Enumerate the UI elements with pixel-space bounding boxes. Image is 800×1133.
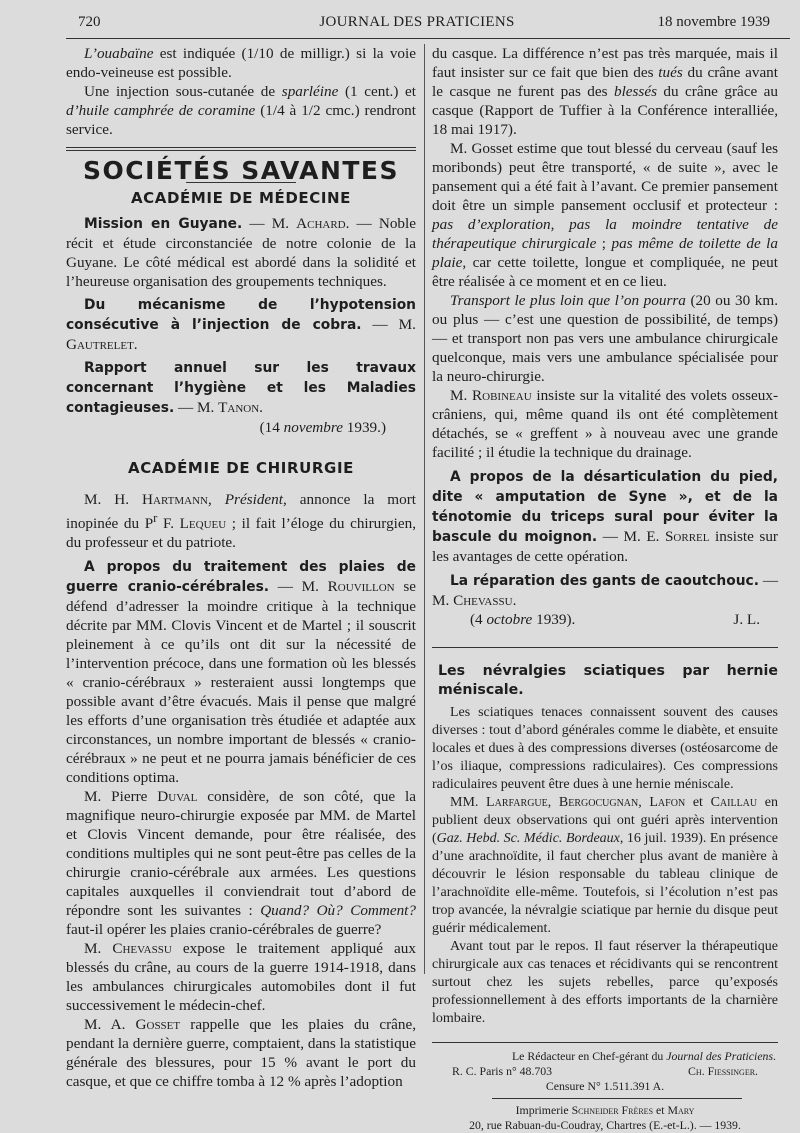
- column-divider: [424, 44, 425, 974]
- guyane-paragraph: Mission en Guyane. — M. Achard. — Noble récit et étude circonstanciée de notre colonie de la Guyane. Le côté médical est abordé dans la solidité et l’heureuse organisation des groupements techniques.: [66, 215, 416, 290]
- nevralgie-title: Les névralgies sciatiques par hernie méniscale.: [438, 663, 778, 698]
- academie-chirurgie-heading: ACADÉMIE DE CHIRURGIE: [128, 459, 354, 477]
- hartmann-paragraph: M. H. Hartmann, Président, annonce la mort inopinée du $P^r$ F. Lequeu ; il fait l’éloge du chirurgien, du professeur et du patriote.: [66, 491, 417, 552]
- redacteur-line: Le Rédacteur en Chef-gérant du Journal des Praticiens.: [511, 1049, 776, 1063]
- duval-paragraph: M. Pierre Duval considère, de son côté, que la magnifique neuro-chirurgie exposée par MM. de Martel et Clovis Vincent demande, pour être réalisée, des conditions multiples qui ne sont peut-être pas celles de la chirurgie cranio-cérébrale aux armées. Les questions capitales auxquelles il conviendrait tout d’abord de répondre sont les suivantes : Quand? Où? Comment? faut-il opérer les plaies cranio-cérébrales de guerre?: [66, 788, 416, 939]
- gerant-name: Ch. Fiessinger.: [688, 1064, 758, 1078]
- section-rule: [66, 147, 416, 151]
- header-rule: [66, 38, 790, 39]
- running-head: [64, 14, 770, 36]
- transport-paragraph: Transport le plus loin que l’on pourra (20 ou 30 km. ou plus — c’est une question de possibilité, de temps) — et transport non pas vers une ambulance chirurgicale quelconque, mais vers une ambulance spécialisée pour la neuro-chirurgie.: [432, 292, 778, 385]
- plaies-paragraph: A propos du traitement des plaies de guerre cranio-cérébrales. — M. Rouvillon se défend d’adresser la moindre critique à la technique décrite par MM. Clovis Vincent et de Martel ; il souscrit pleinement à ce qu’ils ont dit sur la nécessité de l’intervention précoce, dans une formation où les blessés « cranio-cérébraux » resteraient aussi longtemps que possible avant d’être évacués. Mais il pense que malgré les efforts d’une organisation très étudiée et adaptée aux circonstances, un nombre important de blessés « cranio-cérébraux » ne peut et ne pourra jamais bénéficier de ces conditions optima.: [66, 559, 416, 787]
- imprint-block: [432, 1042, 778, 1133]
- right-column: [432, 44, 778, 1133]
- gants-paragraph: La réparation des gants de caoutchouc. — M. Chevassu.: [432, 572, 779, 609]
- chevassu-paragraph: M. Chevassu expose le traitement appliqué aux blessés du crâne, au cours de la guerre 1914-1918, dans les ambulances chirurgicales automobiles dont il fut successivement le médecin-chef.: [66, 940, 416, 1015]
- syne-paragraph: A propos de la désarticulation du pied, dite « amputation de Syne », et de la ténotomie du triceps sural pour éviter la bascule du moignon. — M. E. Sorrel insiste sur les avantages de cette opération.: [432, 469, 778, 565]
- author-initials: J. L.: [733, 611, 760, 628]
- section-title: SOCIÉTÉS SAVANTES: [82, 156, 400, 185]
- censure-line: Censure N° 1.511.391 A.: [545, 1079, 665, 1093]
- journal-title: JOURNAL DES PRATICIENS: [319, 14, 515, 30]
- sparteine-paragraph: Une injection sous-cutanée de sparléine (1 cent.) et d’huile camphrée de coramine (1/4 à 1/2 cmc.) rendront service.: [66, 83, 416, 138]
- medecine-date: (14 novembre 1939.): [259, 419, 386, 436]
- imprint-rule-2: [492, 1098, 742, 1099]
- academie-medecine-heading: ACADÉMIE DE MÉDECINE: [130, 189, 352, 207]
- imprimerie-line: Imprimerie Schneider Frères et Mary: [515, 1103, 695, 1117]
- adresse-line: 20, rue Rabuan-du-Coudray, Chartres (E.-et-L.). — 1939.: [469, 1118, 741, 1132]
- nevralgie-paragraph-2: MM. Larfargue, Bergocugnan, Lafon et Caillau en publient deux observations qui ont guéri après intervention (Gaz. Hebd. Sc. Médic. Bordeaux, 16 juil. 1939). En présence d’une arachnoïdite, il faut chercher plus avant de manière à découvrir le lésion responsable du tableau clinique de l’arachnoïdite elle-même. Toutefois, si l’écolution n’est pas trop avancée, la névralgie sciatique par hernie du disque peut guérir médicalement.: [432, 795, 779, 936]
- chirurgie-date: (4 octobre 1939).: [470, 611, 576, 628]
- rc-number: R. C. Paris n° 48.703: [452, 1064, 553, 1078]
- imprint-rule: [432, 1042, 778, 1043]
- robineau-paragraph: M. Robineau insiste sur la vitalité des volets osseux-crâniens, qui, même quand ils ont été complètement détachés, se « greffent » à nouveau avec une grande facilité ; il étudie la technique du drainage.: [432, 387, 778, 461]
- issue-date: 18 novembre 1939: [657, 14, 770, 30]
- nevralgie-paragraph-1: Les sciatiques tenaces connaissent souvent des causes diverses : tout d’abord générales comme le diabète, et ensuite locales et dues à des compressions diverses (ostéosarcome de l’os iliaque, compressions radiculaires). Ces compressions radiculaires peuvent être dues à une hernie méniscale.: [432, 705, 778, 792]
- hypotension-paragraph: Du mécanisme de l’hypotension consécutive à l’injection de cobra. — M. Gautrelet.: [66, 297, 416, 353]
- casque-paragraph: du casque. La différence n’est pas très marquée, mais il faut insister sur ce fait que bien des tués du crâne avant le casque ne furent pas des blessés du crâne grâce au casque (Rapport de Tuffier à la Conférence interalliée, 18 mai 1917).: [432, 45, 778, 138]
- ouabaine-paragraph: L’ouabaïne est indiquée (1/10 de milligr.) si la voie endo-veineuse est possible.: [66, 45, 416, 81]
- rapport-paragraph: Rapport annuel sur les travaux concernant l’hygiène et les Maladies contagieuses. — M. Tanon.: [66, 360, 416, 416]
- rc-row: [432, 1064, 778, 1079]
- nevralgie-paragraph-3: Avant tout par le repos. Il faut réserver la thérapeutique chirurgicale aux cas tenaces et récidivants qui se rencontrent surtout chez les sujets rebelles, parce qu’exposés professionnellement à des efforts importants de la charnière lombaire.: [432, 939, 778, 1026]
- article-rule: [432, 647, 778, 648]
- gosset-estime-paragraph: M. Gosset estime que tout blessé du cerveau (sauf les moribonds) peut être transporté, « de suite », avec le pansement qui a été fait à l’avant. Ce premier pansement doit être un simple pansement occlusif et protecteur : pas d’exploration, pas la moindre tentative de thérapeutique chirurgicale ; pas même de toilette de la plaie, car cette toilette, longue et compliquée, ne peut être réalisée à ce moment et en ce lieu.: [432, 140, 778, 290]
- page-number: 720: [78, 14, 101, 30]
- chirurgie-signature: [432, 610, 778, 629]
- left-column: [66, 44, 416, 1091]
- gosset-paragraph: M. A. Gosset rappelle que les plaies du crâne, pendant la dernière guerre, comptaient, dans la statistique générale des blessures, pour 15 % avant le port du casque, et que ce chiffre tomba à 12 % après l’adoption: [66, 1016, 416, 1091]
